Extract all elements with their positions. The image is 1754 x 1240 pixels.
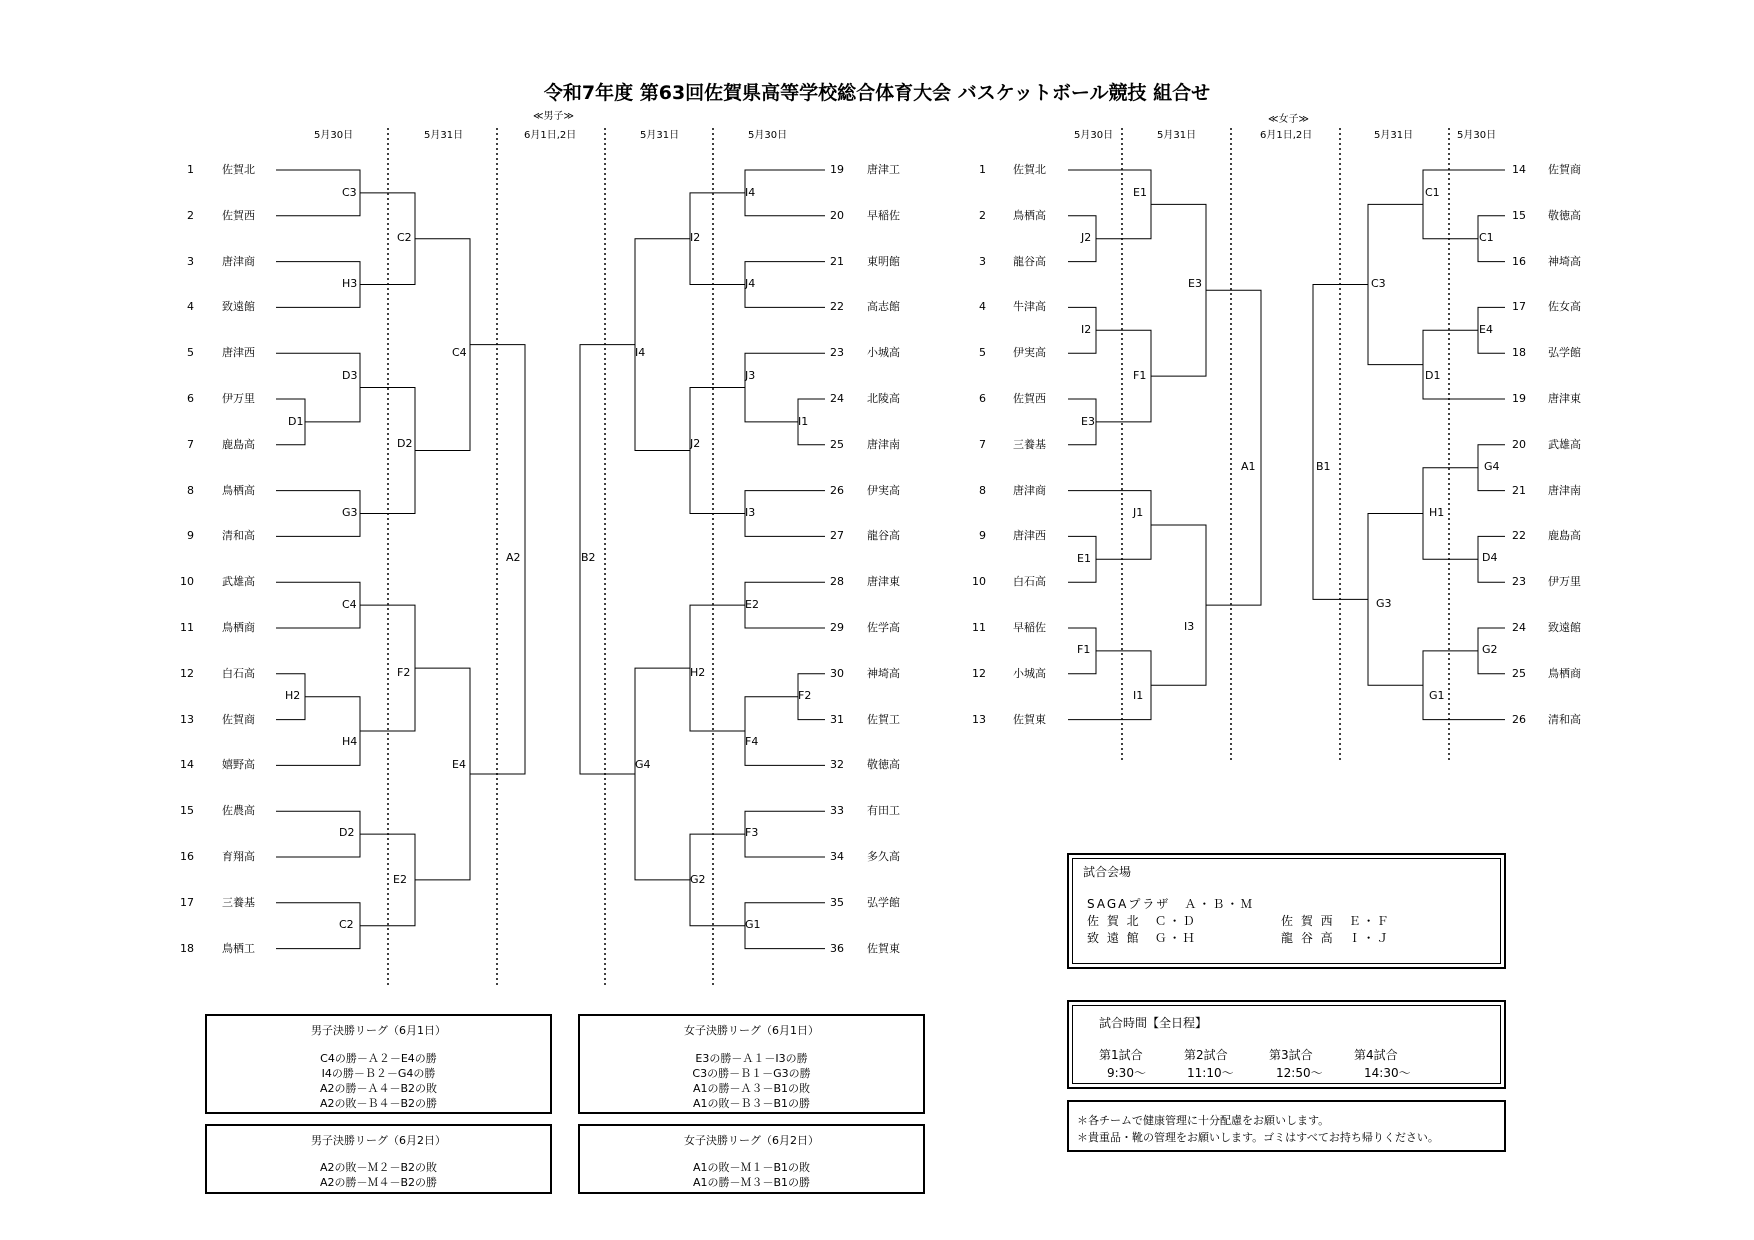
bracket-line — [415, 668, 470, 880]
bracket-line — [1068, 216, 1096, 262]
note-health: ＊各チームで健康管理に十分配慮をお願いします。 — [1077, 1114, 1330, 1127]
team-number: 16 — [180, 850, 194, 863]
team-number: 5 — [979, 346, 986, 360]
team-name: 佐賀工 — [867, 712, 900, 726]
page-title: 令和7年度 第63回佐賀県高等学校総合体育大会 バスケットボール競技 組合せ — [543, 82, 1211, 104]
venues-title: 試合会場 — [1083, 865, 1132, 879]
match-code: B2 — [581, 551, 596, 564]
team-number: 18 — [180, 941, 194, 955]
girls-final-league-day1-box — [578, 1014, 925, 1114]
team-number: 21 — [1512, 483, 1526, 497]
team-number: 11 — [972, 621, 986, 634]
team-number: 26 — [830, 483, 844, 497]
team-name: 唐津西 — [1013, 529, 1046, 543]
match-times-box — [1067, 1000, 1506, 1089]
team-name: 唐津商 — [1013, 483, 1046, 497]
match-code: E3 — [1081, 415, 1095, 428]
box-line: A2の勝－Ｍ４－B2の勝 — [319, 1176, 438, 1189]
bracket-line — [690, 834, 745, 926]
team-name: 早稲佐 — [867, 208, 900, 222]
team-name: 唐津南 — [867, 437, 900, 451]
team-number: 15 — [180, 804, 194, 818]
team-name: 佐女高 — [1548, 300, 1581, 314]
team-name: 伊万里 — [1548, 575, 1581, 589]
bracket-line — [1313, 285, 1368, 600]
bracket-line — [580, 345, 635, 774]
match-code: A1 — [1241, 460, 1256, 473]
match-code: I2 — [690, 231, 701, 244]
match-code: D3 — [342, 369, 358, 382]
bracket-line — [745, 582, 825, 628]
team-number: 6 — [187, 392, 194, 405]
team-name: 多久高 — [867, 850, 900, 863]
bracket-line — [276, 170, 360, 216]
bracket-line — [1478, 445, 1505, 491]
boys-date-final: 6月1日,2日 — [524, 130, 577, 141]
match-code: H2 — [285, 689, 301, 702]
boys-date-r2-left: 5月31日 — [424, 130, 464, 141]
match-code: I4 — [635, 346, 646, 359]
match-code: E1 — [1133, 186, 1147, 199]
bracket-line — [1423, 468, 1478, 560]
venue-row: 龍 谷 高 Ｉ・Ｊ — [1281, 931, 1391, 945]
venues-box — [1067, 853, 1506, 969]
bracket-line — [1368, 514, 1423, 686]
girls-date-r1-left: 5月30日 — [1074, 130, 1114, 141]
team-number: 36 — [830, 941, 844, 955]
match-code: F4 — [745, 735, 759, 748]
team-name: 有田工 — [867, 804, 900, 818]
match-code: G1 — [745, 918, 761, 931]
team-number: 17 — [1512, 300, 1526, 314]
team-name: 唐津東 — [867, 575, 900, 589]
venue-row: 佐 賀 北 Ｃ・Ｄ — [1087, 914, 1197, 928]
team-number: 2 — [979, 208, 986, 222]
team-number: 25 — [830, 437, 844, 451]
team-name: 伊実高 — [1013, 346, 1046, 360]
bracket-line — [276, 811, 360, 857]
team-number: 4 — [979, 300, 986, 314]
match-code: D2 — [397, 437, 413, 450]
bracket-line — [415, 239, 470, 451]
team-number: 12 — [180, 666, 194, 680]
match-code: G4 — [635, 758, 651, 771]
bracket-line — [745, 903, 825, 949]
team-name: 佐賀東 — [867, 941, 900, 955]
notes-box — [1067, 1100, 1506, 1152]
team-number: 27 — [830, 529, 844, 543]
match-code: E4 — [1479, 323, 1493, 336]
bracket-line — [1368, 204, 1423, 364]
box-line: A2の敗－Ｍ２－B2の敗 — [319, 1161, 438, 1174]
boys-date-r1-left: 5月30日 — [314, 130, 354, 141]
bracket-line — [1068, 536, 1096, 582]
team-name: 致遠館 — [222, 300, 255, 314]
team-name: 佐賀北 — [1013, 163, 1046, 176]
match-code: I1 — [798, 415, 809, 428]
bracket-line — [276, 491, 360, 537]
team-number: 22 — [1512, 529, 1526, 543]
box-line: A2の敗－Ｂ４－B2の勝 — [319, 1097, 438, 1110]
match-code: E1 — [1077, 552, 1091, 565]
team-number: 4 — [187, 300, 194, 314]
team-number: 32 — [830, 758, 844, 772]
team-name: 三養基 — [1013, 437, 1046, 451]
match-code: C4 — [452, 346, 467, 359]
team-number: 18 — [1512, 346, 1526, 360]
bracket-line — [1478, 307, 1505, 353]
team-name: 佐学高 — [867, 621, 900, 634]
team-name: 清和高 — [222, 529, 255, 543]
match-code: I1 — [1133, 689, 1144, 702]
game-time: 14:30～ — [1364, 1066, 1411, 1080]
team-name: 鳥栖高 — [1013, 208, 1046, 222]
team-name: 致遠館 — [1548, 621, 1581, 634]
bracket-line — [1478, 628, 1505, 674]
match-code: I3 — [1184, 620, 1195, 633]
match-code: H4 — [342, 735, 358, 748]
team-name: 早稲佐 — [1013, 621, 1046, 634]
game-label: 第4試合 — [1354, 1048, 1398, 1062]
bracket-line — [745, 811, 825, 857]
team-name: 神埼高 — [1548, 254, 1581, 268]
team-number: 34 — [830, 850, 844, 863]
team-name: 佐賀西 — [222, 208, 255, 222]
bracket-line — [1151, 204, 1206, 376]
boys-date-r2-right: 5月31日 — [640, 130, 680, 141]
boys-section-label: ≪男子≫ — [533, 111, 574, 122]
bracket-line — [745, 353, 825, 422]
venue-row: 致 遠 館 Ｇ・Ｈ — [1087, 931, 1197, 945]
team-number: 1 — [187, 163, 194, 176]
match-code: C2 — [339, 918, 354, 931]
game-label: 第3試合 — [1269, 1048, 1313, 1062]
team-number: 6 — [979, 392, 986, 405]
match-code: F1 — [1077, 643, 1091, 656]
team-number: 16 — [1512, 254, 1526, 268]
box-line: E3の勝－Ａ１－I3の勝 — [695, 1052, 808, 1065]
team-number: 3 — [979, 254, 986, 268]
team-name: 白石高 — [222, 666, 255, 680]
team-number: 7 — [187, 437, 194, 451]
match-code: G2 — [690, 873, 706, 886]
match-code: D1 — [288, 415, 304, 428]
match-code: A2 — [506, 551, 521, 564]
team-name: 鹿島高 — [222, 437, 255, 451]
bracket-line — [1151, 525, 1206, 685]
bracket-line — [745, 697, 825, 766]
team-number: 3 — [187, 254, 194, 268]
team-number: 9 — [187, 529, 194, 543]
bracket-line — [1423, 170, 1505, 239]
team-number: 7 — [979, 437, 986, 451]
team-name: 鳥栖商 — [1548, 666, 1581, 680]
girls-date-final: 6月1日,2日 — [1260, 130, 1313, 141]
team-number: 23 — [1512, 575, 1526, 589]
game-label: 第1試合 — [1099, 1048, 1143, 1062]
team-name: 敬徳高 — [1548, 208, 1581, 222]
match-code: G4 — [1484, 460, 1500, 473]
match-code: F1 — [1133, 369, 1147, 382]
team-number: 9 — [979, 529, 986, 543]
girls-date-r1-right: 5月30日 — [1457, 130, 1497, 141]
match-code: E2 — [745, 598, 759, 611]
team-name: 育翔高 — [222, 850, 255, 863]
girls-date-r2-right: 5月31日 — [1374, 130, 1414, 141]
girls-date-r2-left: 5月31日 — [1157, 130, 1197, 141]
bracket-line — [745, 262, 825, 308]
match-code: J2 — [690, 437, 701, 450]
girls-final-league-day2-box — [578, 1124, 925, 1194]
match-code: I4 — [745, 186, 756, 199]
team-name: 鹿島高 — [1548, 529, 1581, 543]
match-times-title: 試合時間【全日程】 — [1099, 1016, 1208, 1030]
team-number: 23 — [830, 346, 844, 360]
match-code: F2 — [798, 689, 812, 702]
bracket-line — [690, 605, 745, 731]
bracket-line — [1423, 651, 1505, 720]
box-line: A1の勝－Ａ３－B1の敗 — [692, 1082, 811, 1095]
bracket-line — [635, 668, 690, 880]
team-number: 29 — [830, 621, 844, 634]
team-number: 21 — [830, 254, 844, 268]
team-name: 嬉野高 — [222, 758, 255, 772]
match-code: C1 — [1425, 186, 1440, 199]
team-name: 伊万里 — [222, 392, 255, 405]
match-code: E2 — [393, 873, 407, 886]
box-title: 女子決勝リーグ（6月1日） — [684, 1024, 819, 1037]
team-name: 佐賀東 — [1013, 712, 1046, 726]
match-code: D4 — [1482, 551, 1498, 564]
box-line: C3の勝－Ｂ１－G3の勝 — [692, 1067, 811, 1080]
team-number: 31 — [830, 712, 844, 726]
team-name: 北陵高 — [867, 392, 900, 405]
team-name: 小城高 — [1013, 666, 1046, 680]
team-name: 唐津東 — [1548, 392, 1581, 405]
bracket-line — [745, 491, 825, 537]
team-number: 13 — [180, 712, 194, 726]
team-number: 20 — [830, 208, 844, 222]
team-name: 三養基 — [222, 895, 255, 909]
match-code: D2 — [339, 826, 355, 839]
team-name: 唐津南 — [1548, 483, 1581, 497]
team-number: 19 — [1512, 392, 1526, 405]
team-number: 17 — [180, 895, 194, 909]
match-code: C4 — [342, 598, 357, 611]
bracket-line — [798, 399, 825, 445]
match-code: G3 — [1376, 597, 1392, 610]
bracket-line — [1068, 170, 1151, 239]
team-number: 26 — [1512, 712, 1526, 726]
match-code: E4 — [452, 758, 466, 771]
match-code: J2 — [1081, 231, 1092, 244]
team-number: 10 — [972, 575, 986, 589]
box-line: A1の敗－Ｍ１－B1の敗 — [692, 1161, 811, 1174]
match-code: C2 — [397, 231, 412, 244]
bracket-line — [276, 903, 360, 949]
girls-section-label: ≪女子≫ — [1268, 114, 1309, 125]
bracket-line — [1478, 536, 1505, 582]
team-name: 唐津工 — [867, 163, 900, 176]
team-name: 弘学館 — [1548, 346, 1581, 360]
team-number: 35 — [830, 895, 844, 909]
bracket-line — [798, 674, 825, 720]
team-name: 鳥栖工 — [222, 941, 255, 955]
match-code: G2 — [1482, 643, 1498, 656]
team-number: 8 — [187, 483, 194, 497]
game-time: 9:30～ — [1107, 1066, 1146, 1080]
box-line: I4の勝－Ｂ２－G4の勝 — [321, 1067, 436, 1080]
team-name: 龍谷高 — [1013, 254, 1046, 268]
bracket-line — [276, 399, 305, 445]
bracket-line — [276, 262, 360, 308]
team-number: 2 — [187, 208, 194, 222]
match-code: F2 — [397, 666, 411, 679]
bracket-line — [276, 353, 360, 422]
team-name: 鳥栖商 — [222, 621, 255, 634]
team-name: 白石高 — [1013, 575, 1046, 589]
team-name: 鳥栖高 — [222, 483, 255, 497]
match-code: H3 — [342, 277, 358, 290]
match-code: C3 — [1371, 277, 1386, 290]
team-number: 28 — [830, 575, 844, 589]
team-number: 14 — [1512, 163, 1526, 176]
bracket-line — [1068, 628, 1096, 674]
team-name: 東明館 — [867, 254, 900, 268]
team-name: 佐賀商 — [222, 712, 255, 726]
bracket-line — [1478, 216, 1505, 262]
bracket-line — [690, 193, 745, 285]
team-number: 15 — [1512, 208, 1526, 222]
box-line: A2の勝－Ａ４－B2の敗 — [319, 1082, 438, 1095]
team-number: 33 — [830, 804, 844, 818]
team-number: 5 — [187, 346, 194, 360]
team-number: 10 — [180, 575, 194, 589]
team-number: 14 — [180, 758, 194, 772]
boys-final-league-day2-box — [205, 1124, 552, 1194]
team-name: 牛津高 — [1013, 300, 1046, 314]
match-code: H2 — [690, 666, 706, 679]
team-name: 敬徳高 — [867, 758, 900, 772]
box-title: 女子決勝リーグ（6月2日） — [684, 1134, 819, 1147]
team-number: 30 — [830, 666, 844, 680]
team-name: 佐賀西 — [1013, 392, 1046, 405]
match-code: I3 — [745, 506, 756, 519]
team-number: 11 — [180, 621, 194, 634]
game-time: 12:50～ — [1276, 1066, 1323, 1080]
match-code: B1 — [1316, 460, 1331, 473]
box-line: A1の勝－Ｍ３－B1の勝 — [692, 1176, 811, 1189]
bracket-line — [1068, 491, 1151, 560]
team-number: 8 — [979, 483, 986, 497]
bracket-line — [276, 674, 305, 720]
bracket-line — [745, 170, 825, 216]
bracket-line — [690, 388, 745, 514]
team-name: 武雄高 — [1548, 437, 1581, 451]
match-code: G3 — [342, 506, 358, 519]
match-code: J4 — [745, 277, 756, 290]
bracket-line — [1068, 307, 1096, 353]
team-name: 佐農高 — [222, 804, 255, 818]
team-name: 小城高 — [867, 346, 900, 360]
team-number: 13 — [972, 712, 986, 726]
match-code: F3 — [745, 826, 759, 839]
team-name: 伊実高 — [867, 483, 900, 497]
team-number: 20 — [1512, 437, 1526, 451]
match-code: C1 — [1479, 231, 1494, 244]
match-code: H1 — [1429, 506, 1445, 519]
box-line: C4の勝－Ａ２－E4の勝 — [320, 1052, 437, 1065]
match-code: E3 — [1188, 277, 1202, 290]
team-name: 龍谷高 — [867, 529, 900, 543]
venue-row: SAGAプラザ Ａ・Ｂ・Ｍ — [1087, 897, 1255, 911]
team-number: 24 — [1512, 621, 1526, 634]
match-code: G1 — [1429, 689, 1445, 702]
team-name: 唐津商 — [222, 254, 255, 268]
team-name: 武雄高 — [222, 575, 255, 589]
boys-date-r1-right: 5月30日 — [748, 130, 788, 141]
game-label: 第2試合 — [1184, 1048, 1228, 1062]
team-number: 12 — [972, 666, 986, 680]
boys-final-league-day1-box — [205, 1014, 552, 1114]
match-code: I2 — [1081, 323, 1092, 336]
team-number: 22 — [830, 300, 844, 314]
team-number: 24 — [830, 392, 844, 405]
match-code: J1 — [1133, 506, 1144, 519]
bracket-line — [635, 239, 690, 451]
team-name: 神埼高 — [867, 666, 900, 680]
game-time: 11:10～ — [1187, 1066, 1234, 1080]
venue-row: 佐 賀 西 Ｅ・Ｆ — [1281, 914, 1391, 928]
box-title: 男子決勝リーグ（6月1日） — [311, 1024, 446, 1037]
bracket-line — [1068, 651, 1151, 720]
team-name: 佐賀商 — [1548, 163, 1581, 176]
team-number: 19 — [830, 163, 844, 176]
team-name: 弘学館 — [867, 895, 900, 909]
bracket-line — [276, 582, 360, 628]
team-name: 唐津西 — [222, 346, 255, 360]
bracket-line — [1068, 399, 1096, 445]
match-code: D1 — [1425, 369, 1441, 382]
match-code: J3 — [745, 369, 756, 382]
box-line: A1の敗－Ｂ３－B1の勝 — [692, 1097, 811, 1110]
box-title: 男子決勝リーグ（6月2日） — [311, 1134, 446, 1147]
note-valuables: ＊貴重品・靴の管理をお願いします。ゴミはすべてお持ち帰りください。 — [1077, 1131, 1439, 1144]
bracket-line — [1423, 330, 1505, 399]
bracket-line — [1096, 330, 1151, 422]
team-name: 佐賀北 — [222, 163, 255, 176]
team-number: 1 — [979, 163, 986, 176]
match-code: C3 — [342, 186, 357, 199]
bracket-line — [276, 697, 360, 766]
bracket-line — [1206, 290, 1261, 605]
team-name: 高志館 — [867, 300, 900, 314]
team-number: 25 — [1512, 666, 1526, 680]
team-name: 清和高 — [1548, 712, 1581, 726]
